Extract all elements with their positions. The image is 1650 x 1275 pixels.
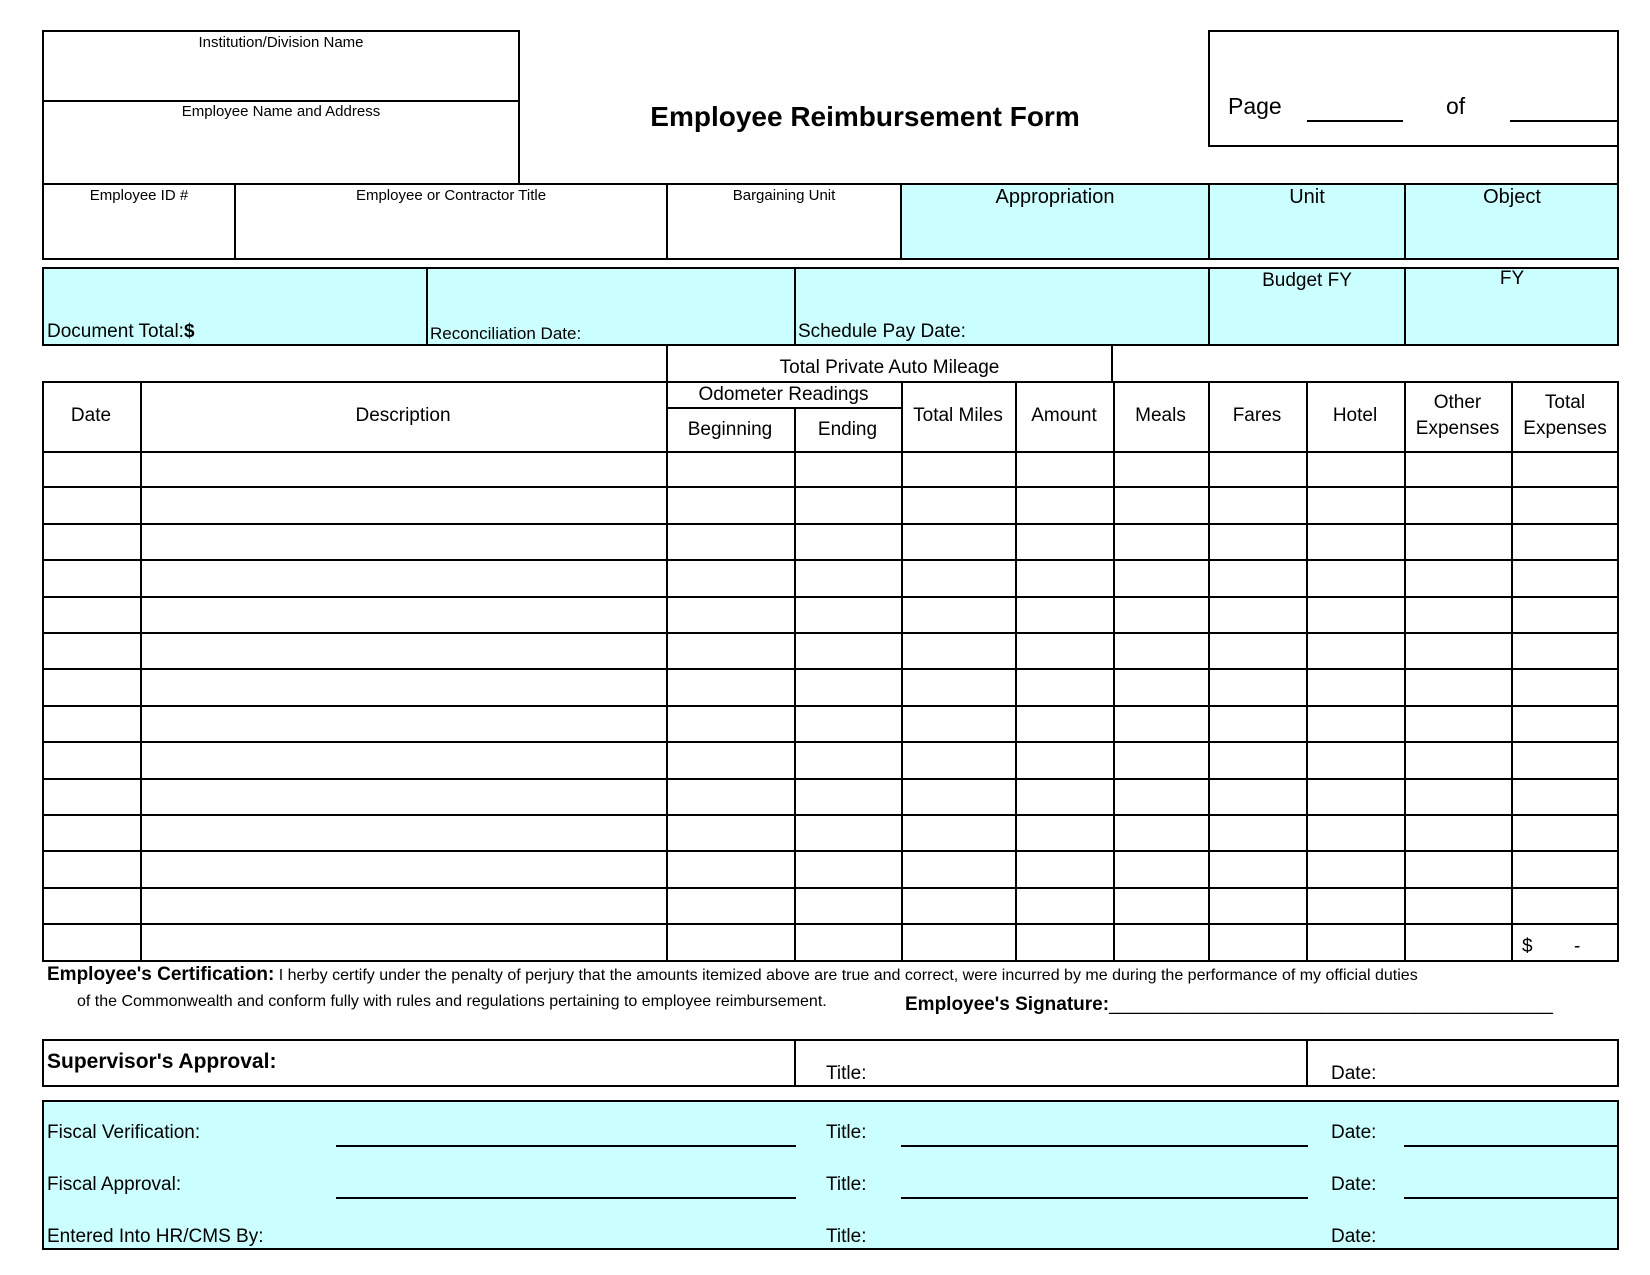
hotel-cell[interactable]	[1306, 525, 1404, 561]
hotel-cell[interactable]	[1306, 488, 1404, 524]
odometer-beginning-cell[interactable]	[666, 780, 794, 816]
totals-divider	[794, 268, 796, 345]
bargaining-unit-label: Bargaining Unit	[732, 187, 836, 204]
table-row	[42, 743, 1618, 779]
amount-cell[interactable]	[1015, 670, 1113, 706]
hotel-cell[interactable]	[1306, 707, 1404, 743]
odometer-readings-label: Odometer Readings	[698, 384, 869, 405]
other-expenses-cell[interactable]	[1404, 452, 1511, 488]
description-cell[interactable]	[140, 816, 666, 852]
hotel-cell[interactable]	[1306, 598, 1404, 634]
odometer-beginning-cell[interactable]	[666, 925, 794, 961]
institution-label: Institution/Division Name	[198, 34, 364, 51]
date-cell[interactable]	[42, 743, 140, 779]
fares-cell[interactable]	[1208, 452, 1306, 488]
meals-cell[interactable]	[1113, 488, 1208, 524]
column-header-amount: Amount	[1031, 405, 1097, 426]
entered-title: Title:	[826, 1226, 867, 1247]
column-header-total-miles: Total Miles	[913, 405, 1003, 426]
certification-label: Employee's Certification:	[47, 964, 275, 985]
description-cell[interactable]	[140, 488, 666, 524]
amount-cell[interactable]	[1015, 561, 1113, 597]
other-expenses-cell[interactable]	[1404, 598, 1511, 634]
page-label: Page	[1228, 93, 1282, 119]
column-header-total-expenses-line1: Total	[1544, 392, 1586, 413]
total-miles-cell[interactable]	[901, 816, 1015, 852]
table-row	[42, 780, 1618, 816]
fares-cell[interactable]	[1208, 525, 1306, 561]
column-header-odometer-ending: Ending	[817, 419, 878, 440]
other-expenses-cell[interactable]	[1404, 743, 1511, 779]
table-row	[42, 525, 1618, 561]
certification-text-line1: I herby certify under the penalty of perjury that the amounts itemized above are true and correct, were incurred by me during the performance of my official duties	[278, 967, 1418, 984]
document-total-text: Document Total:	[47, 321, 184, 342]
fiscal-verification-title: Title:	[826, 1122, 867, 1143]
employee-signature-line[interactable]: __________________________________________	[1109, 994, 1553, 1015]
fares-cell[interactable]	[1208, 707, 1306, 743]
employee-signature[interactable]	[905, 994, 1553, 1016]
hotel-cell[interactable]	[1306, 852, 1404, 888]
meals-cell[interactable]	[1113, 452, 1208, 488]
total-miles-cell[interactable]	[901, 925, 1015, 961]
description-cell[interactable]	[140, 852, 666, 888]
other-expenses-cell[interactable]	[1404, 670, 1511, 706]
odometer-beginning-cell[interactable]	[666, 452, 794, 488]
meals-cell[interactable]	[1113, 670, 1208, 706]
meals-cell[interactable]	[1113, 598, 1208, 634]
supervisor-approval-label: Supervisor's Approval:	[47, 1050, 277, 1073]
totals-divider	[426, 268, 428, 345]
fiscal-approval-date-line[interactable]	[1404, 1197, 1619, 1199]
description-cell[interactable]	[140, 598, 666, 634]
form-title: Employee Reimbursement Form	[650, 101, 1080, 132]
total-miles-cell[interactable]	[901, 634, 1015, 670]
entered-date: Date:	[1331, 1226, 1377, 1247]
column-header-meals: Meals	[1135, 405, 1186, 426]
supervisor-title-label[interactable]: Title:	[826, 1063, 867, 1084]
page-total-line[interactable]	[1510, 120, 1619, 122]
meals-cell[interactable]	[1113, 634, 1208, 670]
amount-cell[interactable]	[1015, 707, 1113, 743]
meals-cell[interactable]	[1113, 852, 1208, 888]
date-cell[interactable]	[42, 525, 140, 561]
date-cell[interactable]	[42, 561, 140, 597]
fares-cell[interactable]	[1208, 816, 1306, 852]
total-expenses-cell[interactable]	[1511, 561, 1619, 597]
total-miles-cell[interactable]	[901, 743, 1015, 779]
fares-cell[interactable]	[1208, 488, 1306, 524]
column-header-total-expenses-line2: Expenses	[1523, 418, 1607, 439]
fiscal-approval-date: Date:	[1331, 1174, 1377, 1195]
employee-id-label: Employee ID #	[89, 187, 189, 204]
fares-cell[interactable]	[1208, 743, 1306, 779]
fiscal-verification-title-line[interactable]	[901, 1145, 1308, 1147]
other-expenses-cell[interactable]	[1404, 852, 1511, 888]
odometer-beginning-cell[interactable]	[666, 598, 794, 634]
meals-cell[interactable]	[1113, 743, 1208, 779]
meals-cell[interactable]	[1113, 525, 1208, 561]
column-header-other-expenses-line2: Expenses	[1415, 418, 1500, 439]
other-expenses-cell[interactable]	[1404, 889, 1511, 925]
odometer-ending-cell[interactable]	[794, 561, 901, 597]
certification-line1	[47, 964, 1418, 986]
total-miles-cell[interactable]	[901, 598, 1015, 634]
other-expenses-cell[interactable]	[1404, 925, 1511, 961]
odometer-beginning-cell[interactable]	[666, 488, 794, 524]
total-miles-cell[interactable]	[901, 561, 1015, 597]
odometer-beginning-cell[interactable]	[666, 670, 794, 706]
column-header-description: Description	[355, 405, 451, 426]
other-expenses-cell[interactable]	[1404, 488, 1511, 524]
meals-cell[interactable]	[1113, 707, 1208, 743]
reconciliation-date-label: Reconciliation Date:	[430, 324, 582, 343]
table-row	[42, 816, 1618, 852]
fiscal-approval-line[interactable]	[336, 1197, 796, 1199]
hotel-cell[interactable]	[1306, 889, 1404, 925]
total-miles-cell[interactable]	[901, 889, 1015, 925]
table-row	[42, 634, 1618, 670]
description-cell[interactable]	[140, 561, 666, 597]
contractor-title-label: Employee or Contractor Title	[355, 187, 547, 204]
hotel-cell[interactable]	[1306, 780, 1404, 816]
column-header-fares: Fares	[1232, 405, 1282, 426]
fares-cell[interactable]	[1208, 561, 1306, 597]
date-cell[interactable]	[42, 598, 140, 634]
amount-cell[interactable]	[1015, 925, 1113, 961]
date-cell[interactable]	[42, 889, 140, 925]
odometer-beginning-cell[interactable]	[666, 634, 794, 670]
odometer-ending-cell[interactable]	[794, 780, 901, 816]
employee-signature-label: Employee's Signature:	[905, 994, 1110, 1015]
table-row	[42, 852, 1618, 888]
column-header-other-expenses-line1: Other	[1433, 392, 1482, 413]
certification-text-line2: of the Commonwealth and conform fully with rules and regulations pertaining to employee reimbursement.	[77, 993, 827, 1010]
other-expenses-cell[interactable]	[1404, 816, 1511, 852]
fares-cell[interactable]	[1208, 889, 1306, 925]
total-miles-cell[interactable]	[901, 488, 1015, 524]
total-miles-cell[interactable]	[901, 670, 1015, 706]
amount-cell[interactable]	[1015, 598, 1113, 634]
other-expenses-cell[interactable]	[1404, 707, 1511, 743]
total-expenses-cell[interactable]	[1511, 743, 1619, 779]
unit-label: Unit	[1289, 186, 1325, 208]
object-label: Object	[1483, 186, 1541, 208]
description-cell[interactable]	[140, 889, 666, 925]
budget-fy-label: Budget FY	[1262, 270, 1352, 291]
odometer-ending-cell[interactable]	[794, 488, 901, 524]
other-expenses-cell[interactable]	[1404, 561, 1511, 597]
amount-cell[interactable]	[1015, 452, 1113, 488]
employee-name-label: Employee Name and Address	[181, 103, 381, 120]
total-expenses-cell[interactable]	[1511, 634, 1619, 670]
odometer-ending-cell[interactable]	[794, 598, 901, 634]
date-cell[interactable]	[42, 452, 140, 488]
date-cell[interactable]	[42, 780, 140, 816]
description-cell[interactable]	[140, 670, 666, 706]
amount-cell[interactable]	[1015, 488, 1113, 524]
document-total-label	[47, 321, 195, 343]
meals-cell[interactable]	[1113, 561, 1208, 597]
meals-cell[interactable]	[1113, 816, 1208, 852]
document-total-currency: $	[183, 321, 195, 342]
total-miles-cell[interactable]	[901, 852, 1015, 888]
of-label: of	[1446, 93, 1466, 119]
hotel-cell[interactable]	[1306, 816, 1404, 852]
odometer-beginning-cell[interactable]	[666, 743, 794, 779]
odometer-beginning-cell[interactable]	[666, 852, 794, 888]
page-number-line[interactable]	[1307, 120, 1403, 122]
date-cell[interactable]	[42, 634, 140, 670]
meals-cell[interactable]	[1113, 889, 1208, 925]
supervisor-divider	[794, 1040, 796, 1086]
column-header-hotel: Hotel	[1332, 405, 1378, 426]
odometer-ending-cell[interactable]	[794, 634, 901, 670]
date-cell[interactable]	[42, 816, 140, 852]
total-expenses-cell[interactable]	[1511, 525, 1619, 561]
total-expenses-cell[interactable]	[1511, 452, 1619, 488]
odometer-ending-cell[interactable]	[794, 525, 901, 561]
header-right-edge	[1617, 145, 1619, 185]
amount-cell[interactable]	[1015, 816, 1113, 852]
odometer-beginning-cell[interactable]	[666, 889, 794, 925]
table-row	[42, 670, 1618, 706]
amount-cell[interactable]	[1015, 743, 1113, 779]
fares-cell[interactable]	[1208, 670, 1306, 706]
hotel-cell[interactable]	[1306, 743, 1404, 779]
total-expenses-cell[interactable]	[1511, 598, 1619, 634]
table-row	[42, 452, 1618, 488]
table-row	[42, 561, 1618, 597]
total-miles-cell[interactable]	[901, 707, 1015, 743]
table-row	[42, 707, 1618, 743]
description-cell[interactable]	[140, 707, 666, 743]
fiscal-approval-title: Title:	[826, 1174, 867, 1195]
description-cell[interactable]	[140, 780, 666, 816]
odometer-ending-cell[interactable]	[794, 707, 901, 743]
odometer-ending-cell[interactable]	[794, 743, 901, 779]
other-expenses-cell[interactable]	[1404, 780, 1511, 816]
date-cell[interactable]	[42, 852, 140, 888]
total-expenses-cell[interactable]	[1511, 816, 1619, 852]
hotel-cell[interactable]	[1306, 634, 1404, 670]
amount-cell[interactable]	[1015, 852, 1113, 888]
fiscal-approval-title-line[interactable]	[901, 1197, 1308, 1199]
column-header-odometer-beginning: Beginning	[687, 419, 773, 440]
odometer-ending-cell[interactable]	[794, 452, 901, 488]
description-cell[interactable]	[140, 525, 666, 561]
hotel-cell[interactable]	[1306, 452, 1404, 488]
hotel-cell[interactable]	[1306, 670, 1404, 706]
amount-cell[interactable]	[1015, 525, 1113, 561]
odometer-ending-cell[interactable]	[794, 925, 901, 961]
total-expenses-cell[interactable]	[1511, 852, 1619, 888]
meals-cell[interactable]	[1113, 780, 1208, 816]
fiscal-verification-date-line[interactable]	[1404, 1145, 1619, 1147]
fy-label: FY	[1499, 268, 1525, 289]
total-expenses-cell[interactable]	[1511, 707, 1619, 743]
total-miles-cell[interactable]	[901, 780, 1015, 816]
date-cell[interactable]	[42, 488, 140, 524]
odometer-ending-cell[interactable]	[794, 670, 901, 706]
fares-cell[interactable]	[1208, 925, 1306, 961]
total-expenses-currency: $	[1522, 936, 1533, 957]
hotel-cell[interactable]	[1306, 925, 1404, 961]
table-row	[42, 889, 1618, 925]
total-expenses-cell[interactable]	[1511, 488, 1619, 524]
amount-cell[interactable]	[1015, 780, 1113, 816]
total-expenses-value: -	[1574, 936, 1581, 957]
fiscal-verification-label: Fiscal Verification:	[47, 1122, 201, 1143]
date-cell[interactable]	[42, 925, 140, 961]
fares-cell[interactable]	[1208, 598, 1306, 634]
fiscal-verification-line[interactable]	[336, 1145, 796, 1147]
total-expenses-cell[interactable]	[1511, 780, 1619, 816]
meals-cell[interactable]	[1113, 925, 1208, 961]
description-cell[interactable]	[140, 743, 666, 779]
date-cell[interactable]	[42, 707, 140, 743]
fares-cell[interactable]	[1208, 634, 1306, 670]
mileage-group-label: Total Private Auto Mileage	[779, 357, 1000, 378]
table-row	[42, 925, 1618, 961]
odometer-underline	[667, 407, 901, 409]
table-row	[42, 598, 1618, 634]
hotel-cell[interactable]	[1306, 561, 1404, 597]
odometer-beginning-cell[interactable]	[666, 561, 794, 597]
total-expenses-cell[interactable]	[1511, 889, 1619, 925]
description-cell[interactable]	[140, 925, 666, 961]
description-cell[interactable]	[140, 634, 666, 670]
other-expenses-cell[interactable]	[1404, 525, 1511, 561]
odometer-ending-cell[interactable]	[794, 852, 901, 888]
column-header-date: Date	[70, 405, 112, 426]
schedule-pay-date-label: Schedule Pay Date:	[798, 321, 966, 342]
entered-hr-cms-label: Entered Into HR/CMS By:	[47, 1226, 264, 1247]
table-row	[42, 488, 1618, 524]
odometer-beginning-cell[interactable]	[666, 525, 794, 561]
amount-cell[interactable]	[1015, 889, 1113, 925]
date-cell[interactable]	[42, 670, 140, 706]
odometer-ending-cell[interactable]	[794, 816, 901, 852]
other-expenses-cell[interactable]	[1404, 634, 1511, 670]
fares-cell[interactable]	[1208, 780, 1306, 816]
amount-cell[interactable]	[1015, 634, 1113, 670]
supervisor-date-label[interactable]: Date:	[1331, 1063, 1377, 1084]
odometer-beginning-cell[interactable]	[666, 707, 794, 743]
description-cell[interactable]	[140, 452, 666, 488]
odometer-ending-cell[interactable]	[794, 889, 901, 925]
fares-cell[interactable]	[1208, 852, 1306, 888]
appropriation-label: Appropriation	[995, 186, 1115, 208]
total-miles-cell[interactable]	[901, 525, 1015, 561]
supervisor-divider	[1306, 1040, 1308, 1086]
page-count-box	[1208, 30, 1619, 147]
odometer-beginning-cell[interactable]	[666, 816, 794, 852]
total-miles-cell[interactable]	[901, 452, 1015, 488]
fiscal-approval-label: Fiscal Approval:	[47, 1174, 182, 1195]
fiscal-verification-date: Date:	[1331, 1122, 1377, 1143]
total-expenses-cell[interactable]	[1511, 670, 1619, 706]
